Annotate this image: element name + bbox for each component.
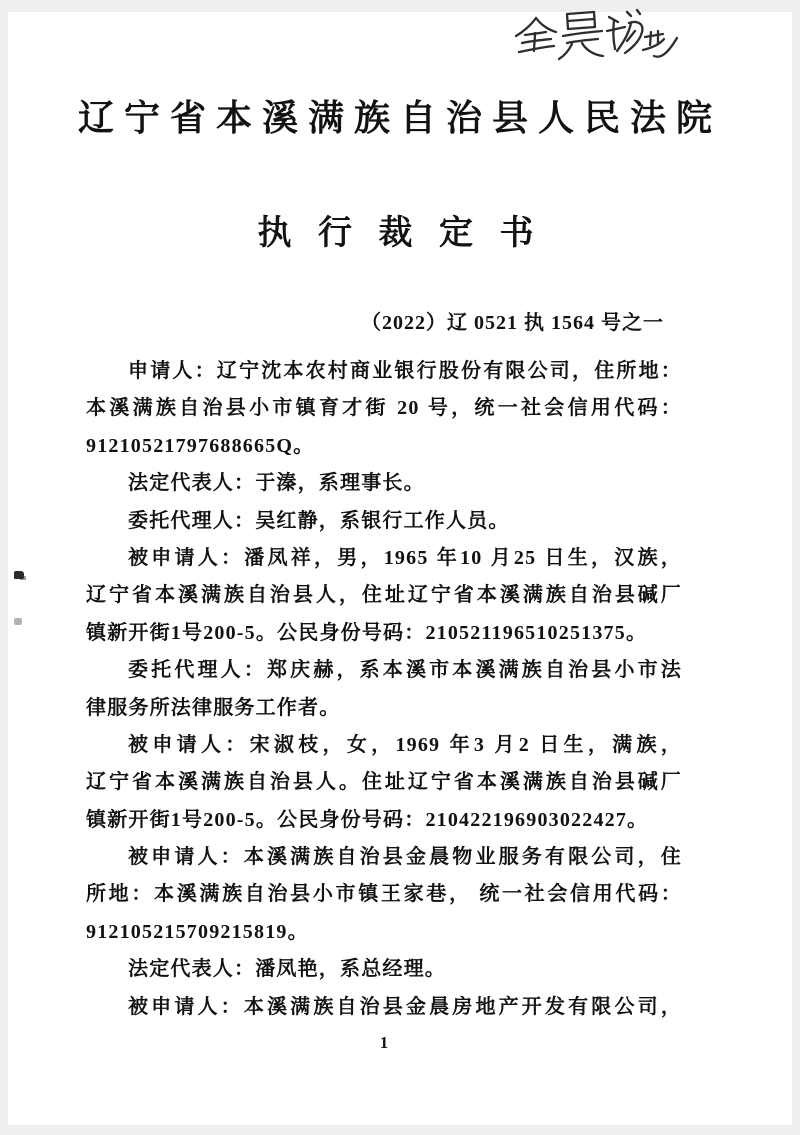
body-line: 律服务所法律服务工作者。 bbox=[86, 696, 341, 719]
scan-speck bbox=[14, 571, 24, 579]
case-number: （2022）辽 0521 执 1564 号之一 bbox=[361, 312, 664, 334]
body-line: 本溪满族自治县小市镇育才街 20 号，统一社会信用代码： bbox=[86, 397, 682, 420]
body-line: 法定代表人：于溱，系理事长。 bbox=[128, 472, 425, 495]
page-number: 1 bbox=[379, 1033, 389, 1052]
body-line: 被申请人：宋淑枝，女，1969 年3 月2 日生，满族， bbox=[128, 733, 682, 756]
body-line: 被申请人：本溪满族自治县金晨房地产开发有限公司， bbox=[128, 995, 682, 1018]
scan-speck bbox=[14, 618, 22, 625]
body-line: 被申请人：潘凤祥，男，1965 年10 月25 日生，汉族， bbox=[128, 546, 682, 569]
body-line: 法定代表人：潘凤艳，系总经理。 bbox=[128, 958, 446, 981]
body-line: 委托代理人：吴红静，系银行工作人员。 bbox=[128, 509, 510, 532]
document-title: 执 行 裁 定 书 bbox=[257, 215, 543, 252]
body-line: 被申请人：本溪满族自治县金晨物业服务有限公司，住 bbox=[128, 846, 682, 869]
body-line: 镇新开街1号200-5。公民身份号码：210422196903022427。 bbox=[86, 808, 649, 831]
body-line: 91210521797688665Q。 bbox=[86, 434, 315, 457]
body-line: 辽宁省本溪满族自治县人，住址辽宁省本溪满族自治县碱厂 bbox=[86, 584, 682, 607]
document-page bbox=[8, 12, 792, 1125]
handwritten-annotation bbox=[510, 6, 680, 68]
body-line: 所地：本溪满族自治县小市镇王家巷， 统一社会信用代码： bbox=[86, 883, 682, 906]
body-line: 镇新开街1号200-5。公民身份号码：210521196510251375。 bbox=[86, 621, 648, 644]
body-line: 辽宁省本溪满族自治县人。住址辽宁省本溪满族自治县碱厂 bbox=[86, 771, 682, 794]
body-line: 912105215709215819。 bbox=[86, 920, 309, 943]
body-line: 申请人：辽宁沈本农村商业银行股份有限公司，住所地： bbox=[128, 360, 682, 382]
body-line: 委托代理人：郑庆赫，系本溪市本溪满族自治县小市法 bbox=[128, 659, 682, 682]
handwriting-strokes bbox=[510, 6, 680, 68]
document-body bbox=[86, 353, 682, 1026]
court-name: 辽宁省本溪满族自治县人民法院 bbox=[77, 98, 722, 138]
